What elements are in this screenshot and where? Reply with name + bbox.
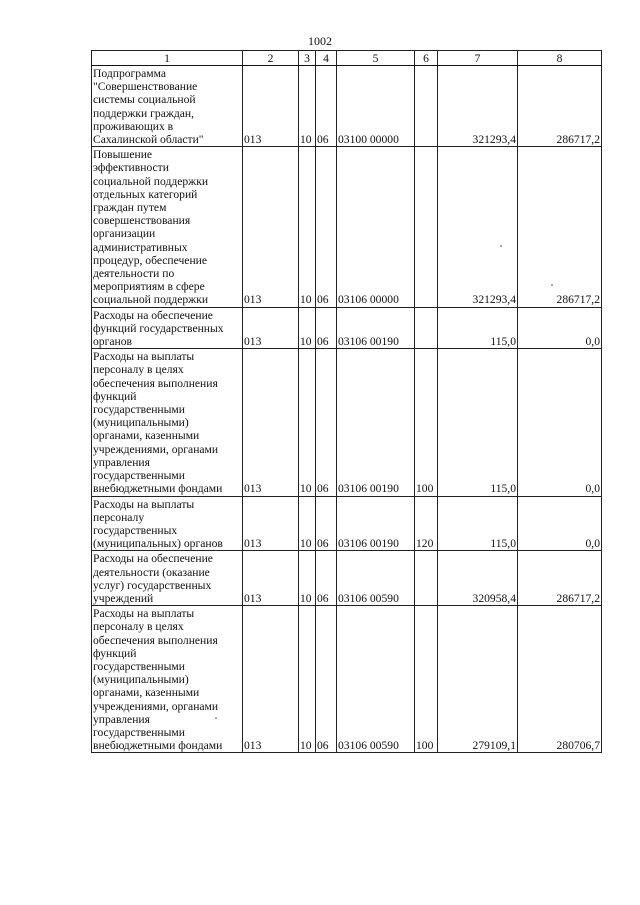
subsection-cell: 06 bbox=[316, 349, 337, 496]
subsection-cell: 06 bbox=[316, 551, 337, 606]
ministry-code-cell: 013 bbox=[243, 606, 299, 753]
amount-cell: 0,0 bbox=[518, 349, 602, 496]
amount-cell: 321293,4 bbox=[438, 66, 518, 147]
table-row bbox=[92, 349, 602, 496]
ministry-code-cell: 013 bbox=[243, 349, 299, 496]
expense-type-cell: 120 bbox=[415, 496, 438, 551]
target-article-cell: 03106 00590 bbox=[337, 606, 415, 753]
target-article-cell: 03106 00190 bbox=[337, 349, 415, 496]
scan-speck bbox=[500, 245, 502, 247]
budget-table bbox=[91, 50, 602, 753]
table-row bbox=[92, 66, 602, 147]
section-cell: 10 bbox=[299, 496, 316, 551]
column-header: 7 bbox=[438, 51, 518, 66]
column-header: 6 bbox=[415, 51, 438, 66]
amount-cell: 115,0 bbox=[438, 349, 518, 496]
amount-cell: 286717,2 bbox=[518, 66, 602, 147]
amount-cell: 286717,2 bbox=[518, 551, 602, 606]
expense-type-cell bbox=[415, 551, 438, 606]
target-article-cell: 03106 00190 bbox=[337, 496, 415, 551]
table-row bbox=[92, 147, 602, 307]
subsection-cell: 06 bbox=[316, 66, 337, 147]
column-header: 5 bbox=[337, 51, 415, 66]
table-row bbox=[92, 606, 602, 753]
amount-cell: 115,0 bbox=[438, 496, 518, 551]
row-name-cell: Расходы на обеспечение функций государственных органов bbox=[92, 307, 243, 349]
row-name-cell: Расходы на обеспечение деятельности (оказание услуг) государственных учреждений bbox=[92, 551, 243, 606]
expense-type-cell: 100 bbox=[415, 606, 438, 753]
target-article-cell: 03106 00590 bbox=[337, 551, 415, 606]
amount-cell: 320958,4 bbox=[438, 551, 518, 606]
amount-cell: 0,0 bbox=[518, 496, 602, 551]
subsection-cell: 06 bbox=[316, 496, 337, 551]
column-header: 2 bbox=[243, 51, 299, 66]
section-cell: 10 bbox=[299, 551, 316, 606]
amount-cell: 115,0 bbox=[438, 307, 518, 349]
table-row bbox=[92, 496, 602, 551]
table-header-row bbox=[92, 51, 602, 66]
row-name-cell: Расходы на выплаты персоналу в целях обеспечения выполнения функций государственными (муниципальными) органами, казенными учреждениями, органами управления государственными внебюджетными фондами bbox=[92, 606, 243, 753]
scan-speck bbox=[215, 717, 217, 719]
amount-cell: 0,0 bbox=[518, 307, 602, 349]
ministry-code-cell: 013 bbox=[243, 551, 299, 606]
expense-type-cell bbox=[415, 66, 438, 147]
column-header: 3 bbox=[299, 51, 316, 66]
table-row bbox=[92, 307, 602, 349]
target-article-cell: 03106 00190 bbox=[337, 307, 415, 349]
expense-type-cell bbox=[415, 147, 438, 307]
row-name-cell: Повышение эффективности социальной поддержки отдельных категорий граждан путем совершенствования организации административных процедур, обеспечение деятельности по мероприятиям в сфере социальной поддержки bbox=[92, 147, 243, 307]
subsection-cell: 06 bbox=[316, 147, 337, 307]
column-header: 1 bbox=[92, 51, 243, 66]
section-cell: 10 bbox=[299, 147, 316, 307]
row-name-cell: Расходы на выплаты персоналу государственных (муниципальных) органов bbox=[92, 496, 243, 551]
amount-cell: 279109,1 bbox=[438, 606, 518, 753]
ministry-code-cell: 013 bbox=[243, 307, 299, 349]
amount-cell: 286717,2 bbox=[518, 147, 602, 307]
subsection-cell: 06 bbox=[316, 606, 337, 753]
subsection-cell: 06 bbox=[316, 307, 337, 349]
ministry-code-cell: 013 bbox=[243, 496, 299, 551]
section-cell: 10 bbox=[299, 606, 316, 753]
column-header: 8 bbox=[518, 51, 602, 66]
table-row bbox=[92, 551, 602, 606]
expense-type-cell bbox=[415, 307, 438, 349]
section-cell: 10 bbox=[299, 307, 316, 349]
page-number: 1002 bbox=[308, 34, 332, 48]
expense-type-cell: 100 bbox=[415, 349, 438, 496]
scan-speck bbox=[551, 284, 553, 286]
column-header: 4 bbox=[316, 51, 337, 66]
amount-cell: 321293,4 bbox=[438, 147, 518, 307]
row-name-cell: Подпрограмма "Совершенствование системы социальной поддержки граждан, проживающих в Сахалинской области" bbox=[92, 66, 243, 147]
target-article-cell: 03106 00000 bbox=[337, 147, 415, 307]
ministry-code-cell: 013 bbox=[243, 66, 299, 147]
section-cell: 10 bbox=[299, 349, 316, 496]
row-name-cell: Расходы на выплаты персоналу в целях обеспечения выполнения функций государственными (муниципальными) органами, казенными учреждениями, органами управления государственными внебюджетными фондами bbox=[92, 349, 243, 496]
section-cell: 10 bbox=[299, 66, 316, 147]
ministry-code-cell: 013 bbox=[243, 147, 299, 307]
amount-cell: 280706,7 bbox=[518, 606, 602, 753]
target-article-cell: 03100 00000 bbox=[337, 66, 415, 147]
